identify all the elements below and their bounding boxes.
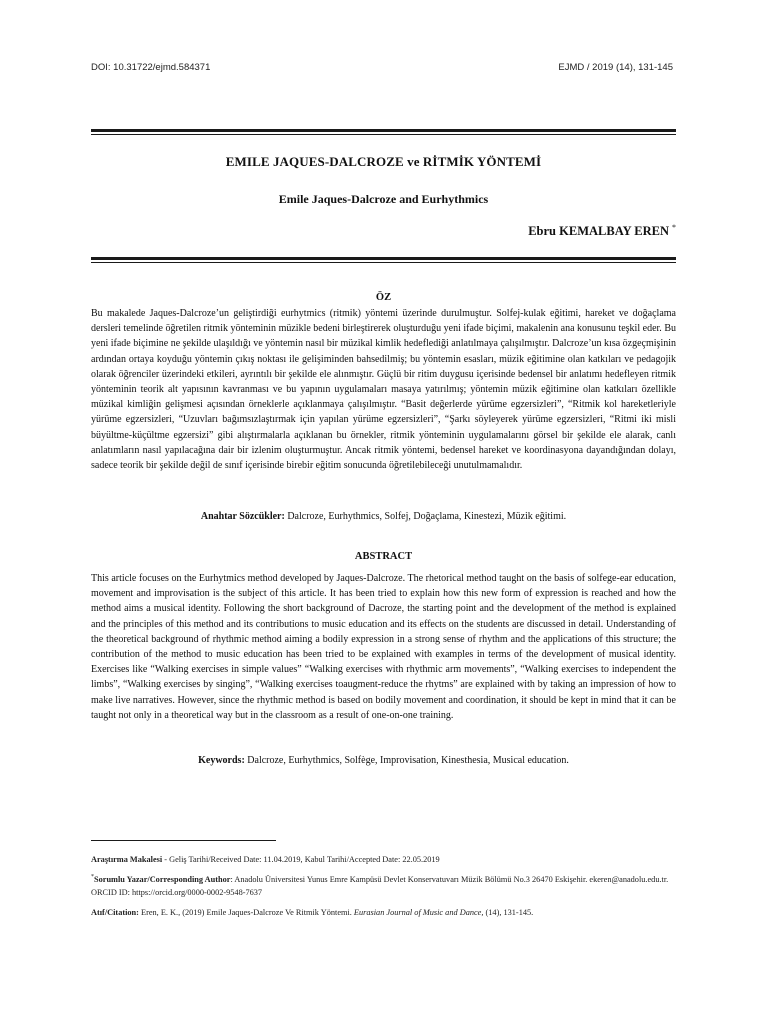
citation-text: Eren, E. K., (2019) Emile Jaques-Dalcroze Ve Ritmik Yöntemi. [138, 908, 354, 917]
footnote-corresponding-author [91, 871, 676, 899]
journal-reference-header: EJMD / 2019 (14), 131-145 [558, 62, 673, 73]
turkish-keywords [91, 511, 676, 522]
footnote-citation [91, 906, 676, 919]
footnote-dates [91, 853, 676, 866]
bottom-thick-rule [91, 257, 676, 260]
top-thick-rule [91, 129, 676, 132]
citation-label: Atıf/Citation: [91, 908, 139, 917]
doi-header[interactable]: DOI: 10.31722/ejmd.584371 [91, 62, 211, 73]
dates-text: - Geliş Tarihi/Received Date: 11.04.2019, Kabul Tarihi/Accepted Date: 22.05.2019 [162, 855, 440, 864]
author-footnote-mark[interactable]: * [672, 223, 676, 232]
article-subtitle: Emile Jaques-Dalcroze and Eurhythmics [278, 192, 489, 206]
corresponding-label: Sorumlu Yazar/Corresponding Author [94, 874, 231, 884]
bottom-thin-rule [91, 262, 676, 263]
corresponding-mark: * [91, 874, 94, 880]
abstract-heading: ABSTRACT [354, 551, 413, 562]
author-name: Ebru KEMALBAY EREN [528, 224, 669, 239]
top-thin-rule [91, 134, 676, 135]
article-type-label: Araştırma Makalesi [91, 855, 163, 864]
turkish-keywords-label: Anahtar Sözcükler: [200, 511, 285, 522]
turkish-keywords-list: Dalcroze, Eurhythmics, Solfej, Doğaçlama, Kinestezi, Müzik eğitimi. [287, 511, 567, 522]
article-title: EMILE JAQUES-DALCROZE ve RİTMİK YÖNTEMİ [225, 154, 542, 169]
author-line [528, 223, 676, 239]
corresponding-text[interactable]: : Anadolu Üniversitesi Yunus Emre Kampüsü Devlet Konservatuvarı Müzik Bölümü No.3 26470 Eskişehir. ekeren@anadolu.edu.tr. ORCID ID: https://orcid.org/0000-0002-9548-7637 [91, 874, 669, 897]
english-keywords [91, 755, 676, 766]
abstract-paragraph: This article focuses on the Eurhytmics method developed by Jaques-Dalcroze. The rhetorical method taught on the basis of solfege-ear education, movement and improvisation is the subject of this article. It has been tried to explain how this new form of expression is reached and how the method aims a musical identity. Following the short background of Dacroze, the starting point and the development of the method is explained and the principles of this method and its contributions to music education and its effects on the students are discussed in detail. Understanding of the theoretical background of rhythmic method aiming a bodily expression in a strong sense of rhythm and the applications of this structure; the contribution of the method to music education has been tried to be explained with examples in terms of the development of musical identity. Exercises like “Walking exercises in simple values” “Walking exercises with rhythmic arm movements”, “Walking exercises to independent the limbs”, “Walking exercises by singing”, “Walking exercises toaugment-reduce the rhytms” are explained with by taking an impression of how to make live narratives. However, since the rhythmic method is based on bodily movement and coordination, it should be kept in mind that it can be taught not only in a theoretical way but in the classroom as a result of one-on-one training. [91, 573, 676, 721]
oz-paragraph: Bu makalede Jaques-Dalcroze’un geliştirdiği eurhytmics (ritmik) yöntemi üzerinde durulmuştur. Solfej-kulak eğitimi, hareket ve doğaçlama dersleri temelinde öğretilen ritmik yönteminin müzikle bedeni birleştirerek oluşturduğu yeni ifade biçimi, makalenin ana konusunu teşkil eder. Bu yeni ifade biçimine ne şekilde ulaşıldığı ve yöntemin nasıl bir müzikal kimlik hedeflediği anlatılmaya çalışılmıştır. Dalcroze’un kısa özgeçmişinin ardından ortaya koyduğu yöntemin çıkış noktası ile gelişiminden bahsedilmiş; bu yöntemin esasları, müzik eğitimine olan katkıları ve pedagojik olarak öğrenciler üzerindeki etkileri, ayrıntılı bir şekilde ele alınmıştır. Güçlü bir ritim duygusu içerisinde bedensel bir anlatımı hedefleyen ritmik yönteminin teorik alt yapısının kavranması ve bu yapının uygulamaları masaya yatırılmış; yöntemin müzik eğitimine olan katkıları özellikle müzikal kimliğin gelişmesi açısından örneklerle açıklanmaya çalışılmıştır. “Basit değerlerde yürüme egzersizleri”, “Ritmik kol hareketleriyle yürüme egzersizleri, “Uzuvları bağımsızlaştırmak için yapılan yürüme egzersizleri”, “Şarkı söyleyerek yürüme egzersizleri, “Ritmi iki misli büyültme-küçültme egzersizi” gibi alıştırmalarla açıklanan bu örnekler, ritmik yönteminin uygulamalarını görsel bir şekilde ele alarak, canlı anlatımların nasıl yapılacağına dair bir izlenim oluşturmuştur. Ancak ritmik yöntemi, bedensel hareket ve koordinasyona dayandığından dolayı, sadece teorik bir şekilde değil de sınıf içerisinde birebir eğitim sonucunda öğretilebileceği unutulmamalıdır. [91, 308, 676, 472]
footnote-separator [91, 840, 276, 841]
oz-heading: ÖZ [375, 292, 392, 303]
citation-tail: (14), 131-145. [483, 908, 534, 917]
english-keywords-label: Keywords: [198, 755, 245, 766]
citation-journal: Eurasian Journal of Music and Dance, [353, 908, 484, 917]
english-keywords-list: Dalcroze, Eurhythmics, Solfège, Improvisation, Kinesthesia, Musical education. [247, 755, 569, 766]
